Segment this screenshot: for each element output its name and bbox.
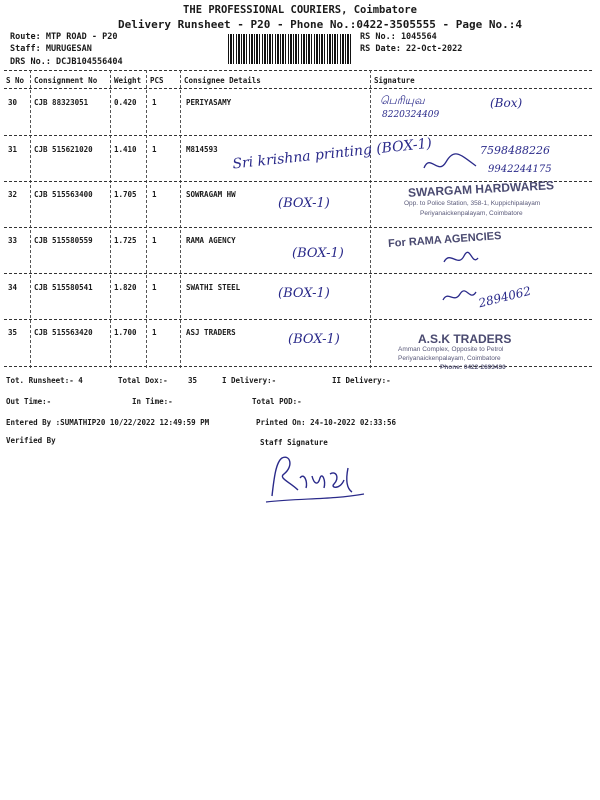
column-separator	[110, 70, 111, 368]
handwritten-signature	[440, 248, 480, 270]
handwritten-phone: 8220324409	[382, 110, 440, 120]
total-dox-label: Total Dox:-	[118, 376, 168, 385]
printed-on: Printed On: 24-10-2022 02:33:56	[256, 418, 396, 427]
divider	[4, 70, 592, 71]
row-consignment: CJB 88323051	[34, 98, 89, 107]
handwritten-box-note: (BOX-1)	[278, 196, 330, 211]
route-label: Route: MTP ROAD - P20	[10, 32, 118, 42]
row-consignee: SWATHI STEEL	[186, 283, 241, 292]
row-consignee: M814593	[186, 145, 218, 154]
row-sno: 34	[8, 283, 18, 292]
col-header-consignment: Consignment No	[34, 76, 98, 85]
handwritten-signature	[420, 148, 480, 178]
column-separator	[180, 70, 181, 368]
row-sno: 30	[8, 98, 18, 107]
row-sno: 32	[8, 190, 18, 199]
row-sno: 31	[8, 145, 18, 154]
stamp-ask-address: Amman Complex, Opposite to Petrol	[398, 346, 504, 353]
col-header-pcs: PCS	[150, 76, 164, 85]
verified-by-label: Verified By	[6, 436, 56, 445]
row-divider	[4, 135, 592, 136]
row-weight: 0.420	[114, 98, 137, 107]
column-separator	[146, 70, 147, 368]
row-pcs: 1	[152, 236, 157, 245]
row-consignment: CJB 515580541	[34, 283, 93, 292]
row-divider	[4, 319, 592, 320]
stamp-ask-phone: Phone: 0422-2693430	[440, 364, 506, 371]
row-pcs: 1	[152, 145, 157, 154]
row-consignment: CJB 515563400	[34, 190, 93, 199]
in-time-label: In Time:-	[132, 397, 173, 406]
rs-date: RS Date: 22-Oct-2022	[360, 44, 463, 54]
row-consignment: CJB 515580559	[34, 236, 93, 245]
total-dox-value: 35	[188, 376, 198, 385]
stamp-rama: For RAMA AGENCIES	[387, 230, 502, 250]
runsheet-subtitle: Delivery Runsheet - P20 - Phone No.:0422-3505555 - Page No.:4	[118, 18, 522, 31]
staff-signature-label: Staff Signature	[260, 438, 328, 447]
handwritten-consignee-note: Sri krishna printing (BOX-1)	[231, 135, 433, 173]
row-weight: 1.410	[114, 145, 137, 154]
handwritten-box-note: (BOX-1)	[292, 246, 344, 261]
col-header-sno: S No	[6, 76, 25, 85]
second-delivery-label: II Delivery:-	[332, 376, 391, 385]
staff-label: Staff: MURUGESAN	[10, 44, 92, 54]
row-weight: 1.700	[114, 328, 137, 337]
row-consignee: ASJ TRADERS	[186, 328, 236, 337]
row-consignment: CJB 515621020	[34, 145, 93, 154]
row-consignee: RAMA AGENCY	[186, 236, 236, 245]
row-divider	[4, 227, 592, 228]
row-weight: 1.725	[114, 236, 137, 245]
divider	[4, 88, 592, 89]
company-title: THE PROFESSIONAL COURIERS, Coimbatore	[183, 4, 417, 16]
row-sno: 33	[8, 236, 18, 245]
stamp-ask: A.S.K TRADERS	[418, 332, 512, 346]
handwritten-phone: 7598488226	[480, 144, 550, 157]
row-consignee: SOWRAGAM HW	[186, 190, 236, 199]
stamp-swargam: SWARGAM HARDWARES	[407, 178, 555, 200]
row-pcs: 1	[152, 190, 157, 199]
total-runsheet: Tot. Runsheet:- 4	[6, 376, 83, 385]
row-divider	[4, 273, 592, 274]
stamp-swargam-address: Periyanaickenpalayam, Coimbatore	[420, 210, 523, 217]
stamp-ask-address: Periyanaickenpalayam, Coimbatore	[398, 355, 501, 362]
first-delivery-label: I Delivery:-	[222, 376, 277, 385]
entered-by: Entered By :SUMATHIP20 10/22/2022 12:49:59 PM	[6, 418, 210, 427]
row-consignee: PERIYASAMY	[186, 98, 232, 107]
row-weight: 1.705	[114, 190, 137, 199]
handwritten-signature	[440, 286, 480, 306]
row-pcs: 1	[152, 283, 157, 292]
handwritten-phone: 9942244175	[488, 164, 552, 175]
row-pcs: 1	[152, 328, 157, 337]
row-consignment: CJB 515563420	[34, 328, 93, 337]
stamp-swargam-address: Opp. to Police Station, 358-1, Kuppichipalayam	[404, 200, 541, 207]
row-pcs: 1	[152, 98, 157, 107]
handwritten-tamil-name: பெரியுவ	[380, 94, 425, 107]
col-header-weight: Weight	[114, 76, 142, 85]
handwritten-phone: 2894062	[477, 283, 533, 311]
staff-signature	[260, 448, 370, 508]
out-time-label: Out Time:-	[6, 397, 52, 406]
col-header-consignee: Consignee Details	[184, 76, 261, 85]
drs-number: DRS No.: DCJB104556404	[10, 57, 123, 67]
total-pod-label: Total POD:-	[252, 397, 302, 406]
row-sno: 35	[8, 328, 18, 337]
column-separator	[30, 70, 31, 368]
handwritten-box-note: (Box)	[490, 96, 523, 110]
barcode	[228, 34, 352, 64]
rs-number: RS No.: 1045564	[360, 32, 437, 42]
col-header-signature: Signature	[374, 76, 415, 85]
handwritten-box-note: (BOX-1)	[288, 332, 340, 347]
handwritten-box-note: (BOX-1)	[278, 286, 330, 301]
column-separator	[370, 70, 371, 368]
row-weight: 1.820	[114, 283, 137, 292]
